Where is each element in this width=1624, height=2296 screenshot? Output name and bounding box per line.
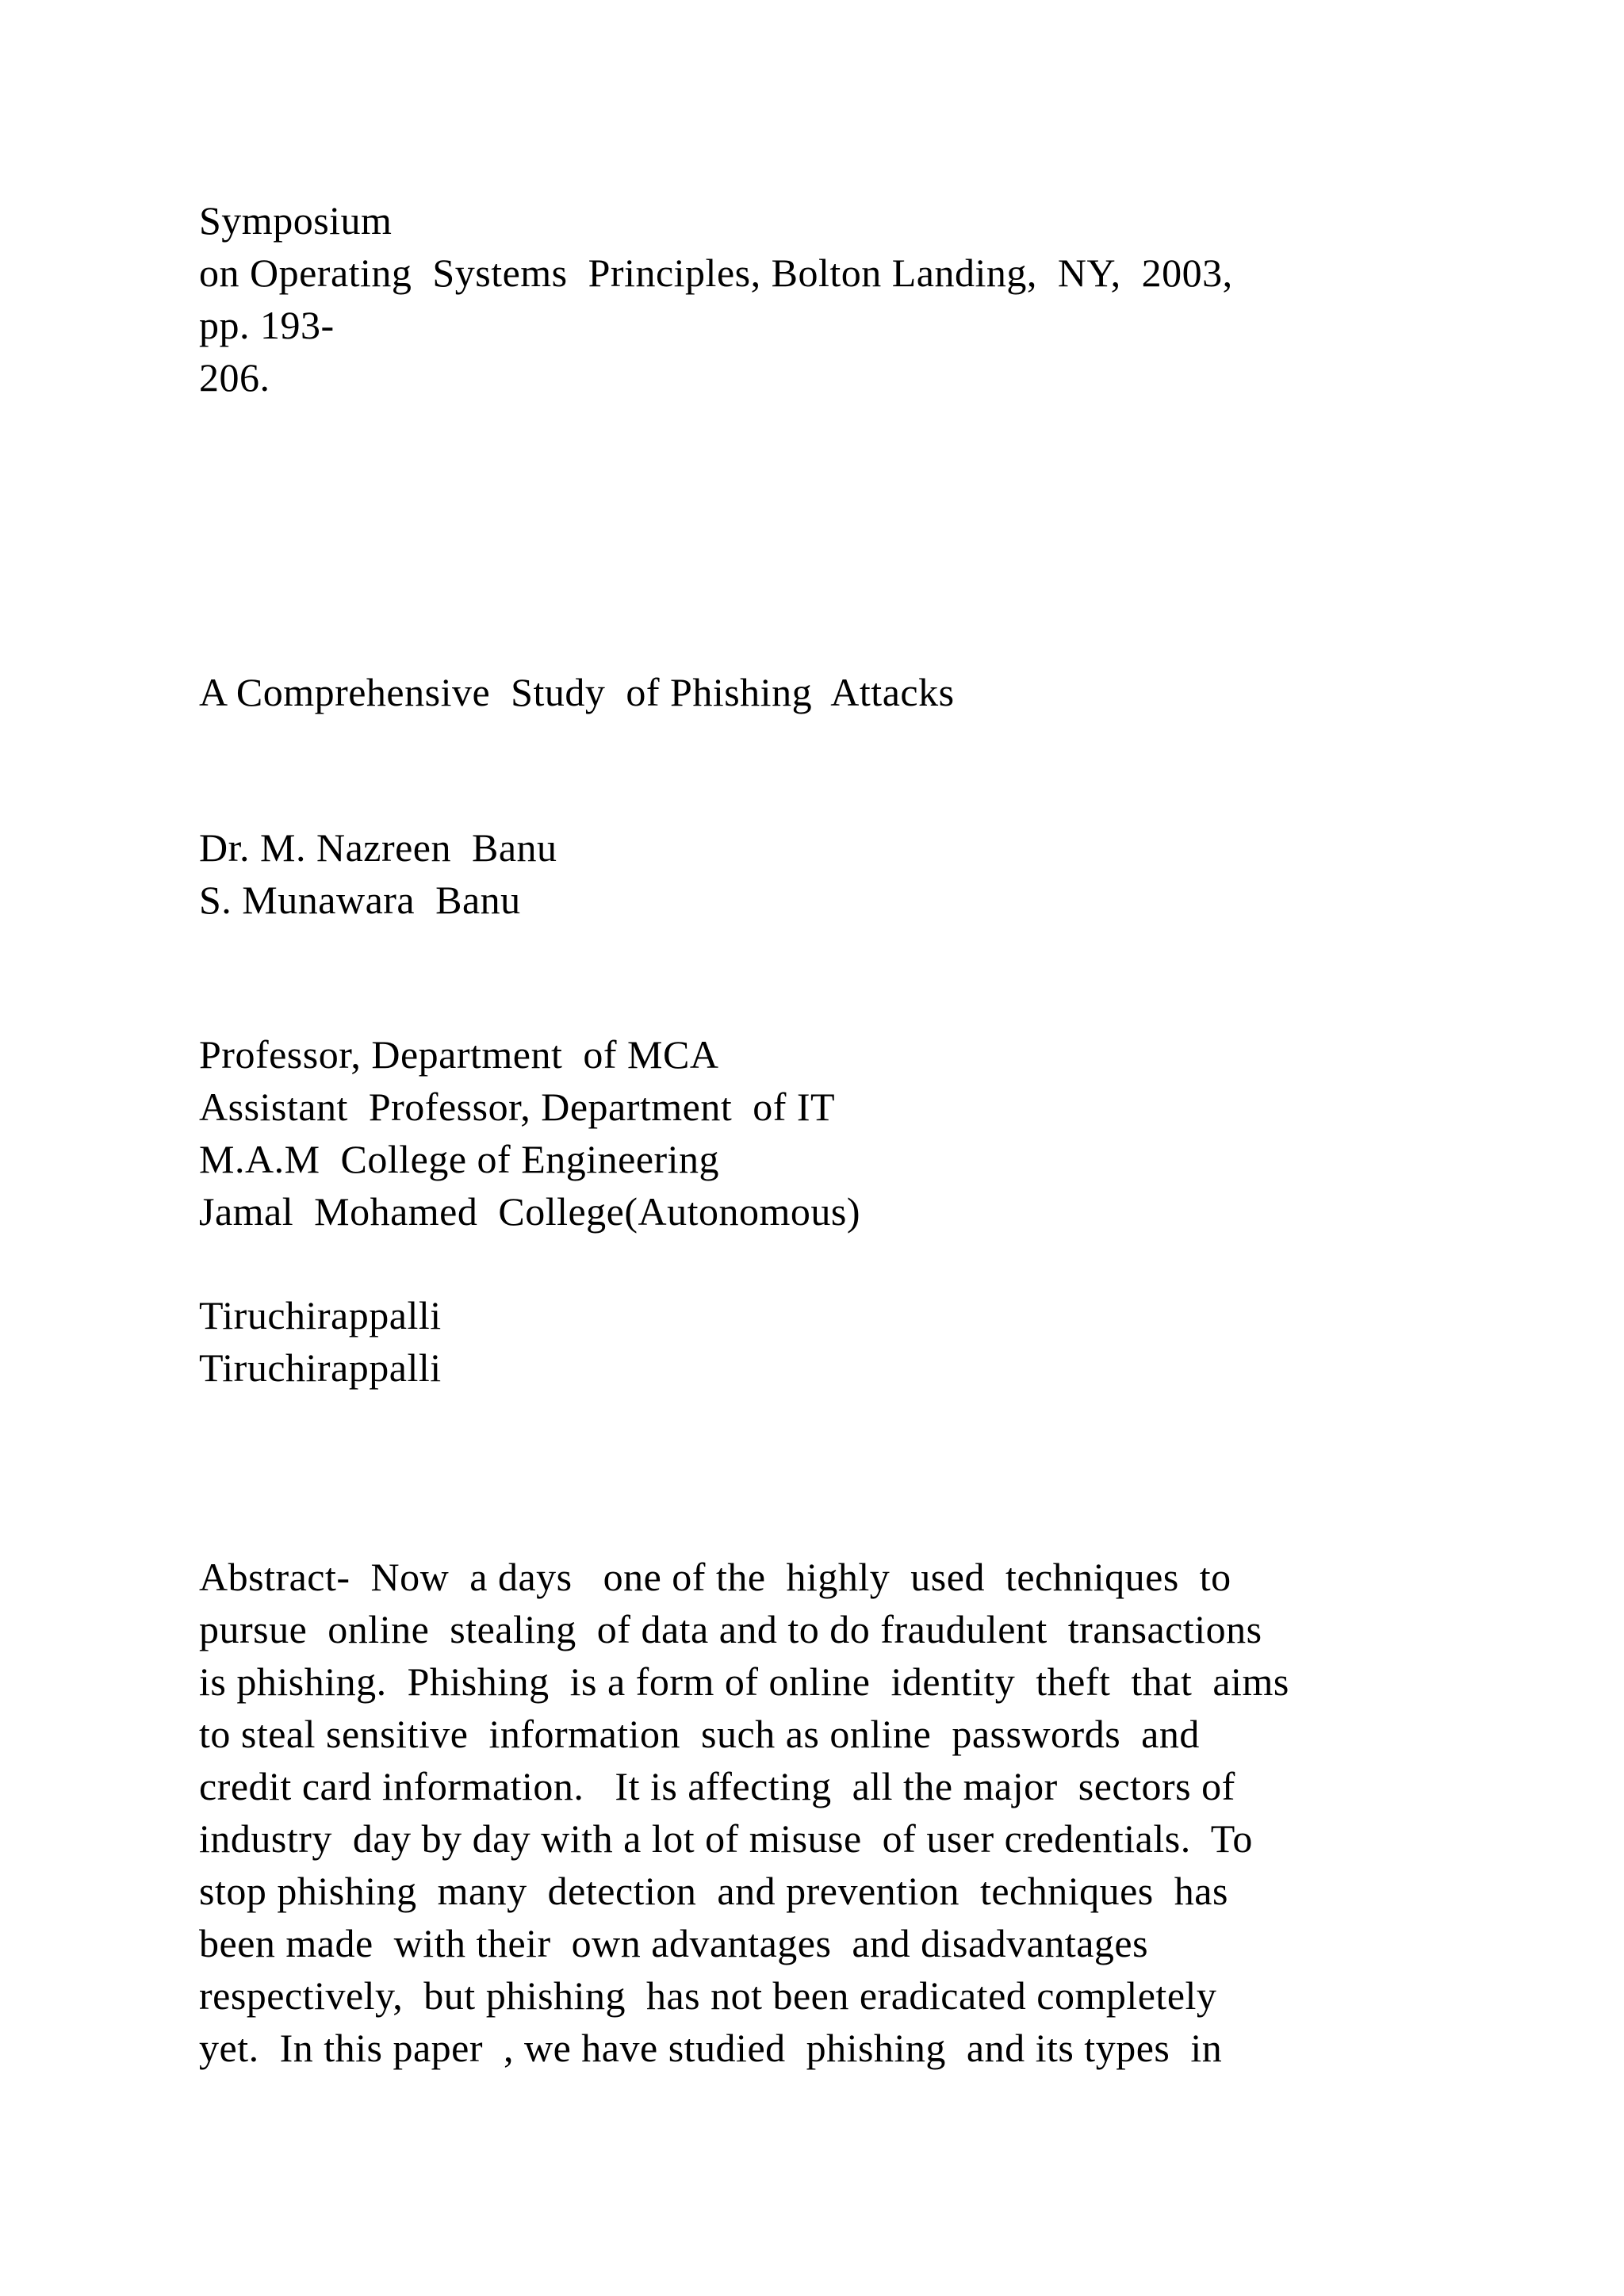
abstract-line: yet. In this paper , we have studied phishing and its types in: [199, 2026, 1223, 2070]
abstract-line: to steal sensitive information such as online passwords and: [199, 1712, 1200, 1756]
abstract-line: been made with their own advantages and disadvantages: [199, 1921, 1149, 1965]
paper-title: A Comprehensive Study of Phishing Attacks: [199, 670, 955, 714]
abstract-line: credit card information. It is affecting all the major sectors of: [199, 1764, 1235, 1808]
affiliation-line: Professor, Department of MCA: [199, 1032, 719, 1077]
abstract-line: stop phishing many detection and prevention techniques has: [199, 1869, 1228, 1913]
reference-line: on Operating Systems Principles, Bolton Landing, NY, 2003,: [199, 251, 1233, 295]
reference-line: Symposium: [199, 198, 393, 243]
reference-line: 206.: [199, 355, 270, 400]
author-name: S. Munawara Banu: [199, 878, 521, 922]
reference-line: pp. 193-: [199, 303, 335, 347]
affiliation-line: Assistant Professor, Department of IT: [199, 1085, 836, 1129]
author-name: Dr. M. Nazreen Banu: [199, 825, 557, 870]
abstract-line: pursue online stealing of data and to do fraudulent transactions: [199, 1607, 1262, 1651]
affiliation-line: Jamal Mohamed College(Autonomous): [199, 1189, 861, 1234]
abstract-line: respectively, but phishing has not been eradicated completely: [199, 1973, 1217, 2018]
location-line: Tiruchirappalli: [199, 1345, 442, 1390]
abstract-line: Abstract- Now a days one of the highly used techniques to: [199, 1555, 1231, 1599]
abstract-line: industry day by day with a lot of misuse of user credentials. To: [199, 1816, 1253, 1861]
affiliation-line: M.A.M College of Engineering: [199, 1137, 720, 1181]
abstract-line: is phishing. Phishing is a form of online identity theft that aims: [199, 1659, 1289, 1704]
location-line: Tiruchirappalli: [199, 1293, 442, 1337]
